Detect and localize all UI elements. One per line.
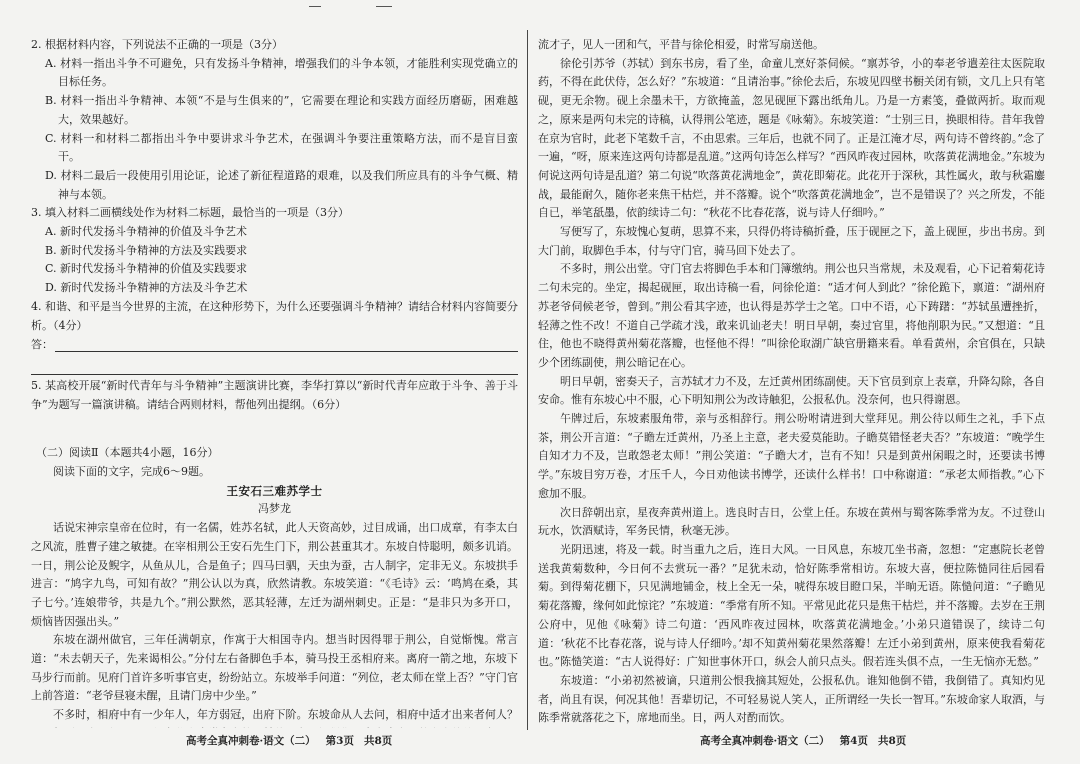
option-c [31, 260, 518, 279]
option-label: D. [45, 281, 57, 295]
passage-title: 王安石三难苏学士 [226, 483, 323, 498]
answer-blank-line [31, 355, 518, 375]
question-2 [31, 36, 518, 204]
right-page [538, 36, 1045, 728]
binding-mark [376, 6, 392, 7]
question-text: 根据材料内容，下列说法不正确的一项是（3分） [45, 38, 283, 51]
footer-total-pages: 共8页 [877, 735, 907, 747]
passage-paragraph: 写便写了，东坡愧心复萌，思算不来，只得仍将诗稿折叠，压于砚匣之下，盖上砚匣，步出书房。到大门前，取脚色手本，付与守门官，骑马回下处去了。 [538, 225, 1045, 257]
passage-paragraph: 光阴迅速，将及一载。时当重九之后，连日大风。一日风息，东坡兀坐书斋，忽想：“定惠院长老曾送我黄菊数种，今日何不去赏玩一番？”足犹未动，恰好陈季常相访。东坡大喜，便拉陈慥同往后园看菊。到得菊花棚下，只见满地铺金，枝上全无一朵，唬得东坡目瞪口呆，半晌无语。陈慥问道：“子瞻见菊花落瓣，缘何如此惊诧？”东坡道：“季常有所不知。平常见此花只是焦干枯烂，并不落瓣。去岁在王荆公府中，见他《咏菊》诗二句道：‘西风昨夜过园林，吹落黄花满地金。’小弟只道错误了，续诗二句道：‘秋花不比春花落，说与诗人仔细吟。’却不知黄州菊花果然落瓣！左迁小弟到黄州，原来使我看菊花也。”陈慥笑道：“古人说得好：广知世事休开口，纵会人前只点头。假若连头俱不点，一生无恼亦无愁。” [538, 542, 1045, 669]
option-text: 材料一指出斗争不可避免，只有发扬斗争精神，增强我们的斗争本领，才能胜利实现党确立的目标任务。 [58, 56, 518, 89]
option-a [31, 223, 518, 242]
option-text: 材料二最后一段使用引用论证，论述了新征程道路的艰难，以及我们所应具有的斗争气概、精神与本领。 [58, 168, 518, 201]
option-a [31, 55, 518, 92]
option-d [31, 279, 518, 298]
option-text: 新时代发扬斗争精神的价值及实践要求 [60, 262, 248, 276]
footer-page-number: 第4页 [839, 735, 868, 747]
footer-left [186, 733, 402, 748]
option-b [31, 242, 518, 261]
option-label: D. [45, 168, 57, 182]
question-number: 4. [31, 299, 42, 313]
option-b [31, 92, 518, 129]
question-stem [31, 204, 518, 223]
footer-series: 高考全真冲刺卷·语文（二） [700, 735, 830, 747]
passage-paragraph: 徐伦引苏爷（苏轼）到东书房，看了坐，命童儿烹好茶伺候。“禀苏爷，小的奉老爷遣差往太医院取药，不得在此伏侍，怎么好？”东坡道：“且请治事。”徐伦去后，东坡见四壁书橱关闭有锁，文几上只有笔砚，更无余物。砚上余墨未干，方欲掩盖，忽见砚匣下露出纸角儿。乃是一方素笺，叠做两折。取而观之，原来是两句未完的诗稿，认得荆公笔迹，题是《咏菊》。东坡笑道：“士别三日，换眼相待。昔年我曾在京为官时，此老下笔数千言，不由思索。三年后，也就不同了。正是江淹才尽，两句诗不曾终韵。”念了一遍，“呀，原来连这两句诗都是乱道。”这两句诗怎么样写？“西风昨夜过园林，吹落黄花满地金。”东坡为何说这两句诗是乱道？第二句说“吹落黄花满地金”，黄花即菊花。此花开于深秋，其性属火，敢与秋霜鏖战，最能耐久，随你老来焦干枯烂，并不落瓣。说个“吹落黄花满地金”，岂不是错误了？兴之所发，不能自已，举笔舐墨，依韵续诗二句：“秋花不比春花落，说与诗人仔细吟。” [538, 56, 1045, 220]
answer-rule [55, 351, 518, 352]
passage-paragraph: 东坡道：“小弟初然被谪，只道荆公恨我摘其短处，公报私仇。谁知他倒不错，我倒错了。真知灼见者，尚且有误，何况其他！吾辈切记，不可轻易说人笑人，正所谓经一失长一智耳。”东坡命家人取酒，与陈季常就落花之下，席地而坐。日，两人对酌而饮。 [538, 673, 1045, 725]
passage-paragraph: 东坡在湖州做官，三年任满朝京，作寓于大相国寺内。想当时因得罪于荆公，自觉惭愧。常言道：“未去朝天子，先来谒相公。”分付左右备脚色手本，骑马投王丞相府来。离府一箭之地，东坡下马步行而前。见府门首许多听事官吏，纷纷站立。东坡举手问道：“列位，老太师在堂上否？”守门官上前答道：“老爷昼寝未醒，且请门房中少坐。” [31, 633, 518, 703]
option-text: 材料一和材料二都指出斗争中要讲求斗争艺术，在强调斗争要注重策略方法，而不是盲目蛮干。 [58, 131, 518, 164]
question-number: 2. [31, 38, 42, 51]
passage-paragraph: 不多时，荆公出堂。守门官去将脚色手本和门簿缴纳。荆公也只当常规，未及观看，心下记着菊花诗二句未完的。坐定，揭起砚匣，取出诗稿一看，问徐伦道：“适才何人到此？”徐伦跪下，禀道：“湖州府苏老爷伺候老爷，曾到。”荆公看其字迹，也认得是苏学士之笔。口中不语，心下踌躇：“苏轼虽遭挫折，轻薄之性不改！不道自己学疏才浅，敢来讥讪老夫！明日早朝，奏过官里，将他削职为民。”又想道：“且住，他也不晓得黄州菊花落瓣，也怪他不得！”叫徐伦取湖广缺官册籍来看。单看黄州，余官俱在，只缺少个团练副使，荆公暗记在心。 [538, 262, 1045, 369]
binding-mark [309, 6, 321, 7]
reading-section-heading: （二）阅读Ⅱ（本题共4小题，16分） [36, 446, 219, 460]
question-number: 3. [31, 206, 42, 220]
option-label: C. [45, 262, 57, 276]
question-stem [31, 36, 518, 55]
question-text: 某高校开展“新时代青年与斗争精神”主题演讲比赛，李华打算以“新时代青年应敢于斗争、善于斗争”为题写一篇演讲稿。请结合两则材料，帮他列出提纲。（6分） [31, 378, 518, 411]
footer-page-number: 第3页 [325, 735, 354, 747]
passage-author: 冯梦龙 [258, 502, 291, 516]
footer-total-pages: 共8页 [363, 735, 393, 747]
question-text: 和谐、和平是当今世界的主流，在这种形势下，为什么还要强调斗争精神？请结合材料内容简要分析。（4分） [31, 299, 518, 332]
question-text: 填入材料二画横线处作为材料二标题，最恰当的一项是（3分） [45, 206, 349, 220]
page-divider [527, 30, 528, 730]
passage-paragraph: 午牌过后，东坡素服角带，亲与丞相辞行。荆公吩咐请进到大堂拜见。荆公待以师生之礼，手下点茶，荆公开言道：“子瞻左迁黄州，乃圣上主意，老夫爱莫能助。子瞻莫错怪老夫否？”东坡道：“晚学生自知才力不及，岂敢怨老太师！”荆公笑道：“子瞻大才，岂有不知！只是到黄州闲暇之时，还要读书博学。”东坡目穷万卷，才压千人，今日劝他读书博学，还读什么样书！口中称谢道：“承老太师指教。”心下愈加不服。 [538, 412, 1045, 500]
passage-continuation: 流才子，见人一团和气，平昔与徐伦相爱，时常写扇送他。 [538, 38, 824, 51]
left-page [31, 36, 518, 728]
passage-paragraph: 不多时，相府中有一少年人，年方弱冠，出府下阶。东坡命从人去问，相府中适才出来者何人？ [53, 708, 518, 722]
option-text: 新时代发扬斗争精神的价值及斗争艺术 [59, 225, 247, 239]
option-label: A. [45, 225, 57, 239]
question-stem [31, 377, 518, 414]
question-stem [31, 298, 518, 335]
footer-series: 高考全真冲刺卷·语文（二） [186, 735, 316, 747]
option-text: 新时代发扬斗争精神的方法及斗争艺术 [60, 281, 248, 295]
passage-paragraph: 次日辞朝出京，星夜奔黄州道上。选良时吉日，公堂上任。东坡在黄州与蜀客陈季常为友。不过登山玩水，饮酒赋诗，军务民情，秋毫无涉。 [538, 505, 1045, 538]
answer-line [31, 336, 518, 355]
option-label: A. [45, 56, 57, 70]
reading-instruction: 阅读下面的文字，完成6～9题。 [53, 465, 210, 479]
question-3 [31, 204, 518, 298]
question-4 [31, 298, 518, 375]
question-5 [31, 377, 518, 414]
question-number: 5. [31, 378, 42, 392]
option-c [31, 130, 518, 167]
option-label: C. [45, 131, 57, 145]
option-text: 材料一指出斗争精神、本领“不是与生俱来的”，它需要在理论和实践方面经历磨砺，困难越大，效果越好。 [58, 94, 518, 126]
passage-paragraph: 话说宋神宗皇帝在位时，有一名儒，姓苏名轼，此人天资高妙，过目成诵，出口成章，有李太白之风流，胜曹子建之敏捷。在宰相荆公王安石先生门下，荆公甚重其才。东坡自恃聪明，颇多讥诮。一日，荆公论及鲵字，从鱼从儿，合是鱼子；四马曰驷，天虫为蚕，古人制字，定非无义。东坡拱手进言：“鸠字九鸟，可知有故？”荆公认以为真，欣然请教。东坡笑道：“《毛诗》云：‘鸣鸠在桑，其子七兮。’连娘带爷，共是九个。”荆公默然，恶其轻薄，左迁为湖州刺史。正是：“是非只为多开口，烦恼皆因强出头。” [31, 521, 518, 628]
option-d [31, 167, 518, 204]
passage-paragraph: 明日早朝，密奏天子，言苏轼才力不及，左迁黄州团练副使。天下官员到京上表章，升降勾除，各自安命。惟有东坡心中不服，心下明知荆公为改诗触犯，公报私仇。没奈何，也只得谢恩。 [538, 374, 1045, 407]
option-label: B. [45, 243, 57, 257]
answer-label: 答： [31, 338, 53, 352]
option-label: B. [45, 94, 57, 108]
option-text: 新时代发扬斗争精神的方法及实践要求 [60, 243, 248, 257]
footer-right [700, 733, 916, 748]
